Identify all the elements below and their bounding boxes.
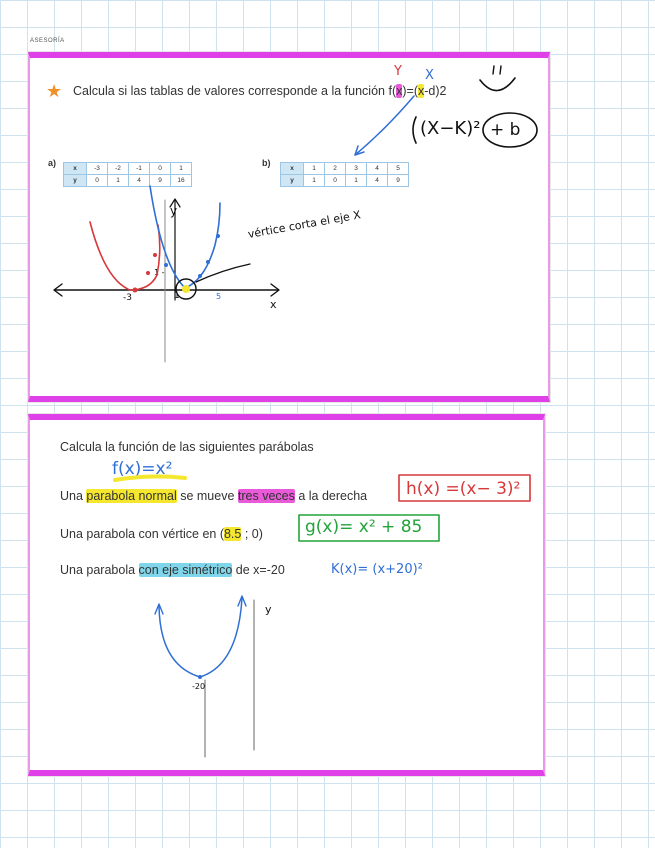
table-cell: 3 [346,163,367,175]
table-cell: 1 [346,175,367,187]
graph-y-label: y [170,204,178,218]
answer-f-underline [115,476,185,480]
red-parabola-point [133,288,138,293]
table-cell: 9 [150,175,171,187]
table-cell: 5 [388,163,409,175]
table-cell: -3 [87,163,108,175]
handwritten-vertex-form: (X−K)² [420,118,481,139]
graph2-y-label: y [265,603,272,616]
answer-h: h(x) =(x− 3)² [406,479,521,499]
answer-f: f(x)=x² [112,459,173,479]
table-b-x-header: x [281,163,304,175]
table-cell: 9 [388,175,409,187]
section2-title: Calcula la función de las siguientes parábolas [60,440,314,454]
table-a-label: a) [48,158,57,168]
table-cell: 1 [304,175,325,187]
table-cell: 4 [129,175,150,187]
graph2-vertex-point [198,675,202,679]
arrow-line [355,96,414,155]
tick-5: 5 [216,292,222,301]
q1-highlight-times: tres veces [237,489,295,503]
q1-highlight-normal: parabola normal [86,489,177,503]
table-cell: 4 [367,175,388,187]
eq-open: )=( [402,84,418,98]
blue-parabola-point [216,234,220,238]
table-cell: 2 [325,163,346,175]
table-cell: -2 [108,163,129,175]
red-parabola-point [153,253,157,257]
smile-marks [493,66,501,74]
table-b-y-header: y [281,175,304,187]
instruction-pre: Calcula si las tablas de valores corresponde a la función [73,84,389,98]
q2-post: ; 0) [241,527,263,541]
answer-g-box [299,515,439,541]
table-cell: 1 [171,163,192,175]
answer-k: K(x)= (x+20)² [331,562,423,577]
function-name: f [388,84,392,98]
vertex-note-arrow [196,264,250,282]
star-icon: ★ [46,81,63,101]
q1-mid: se mueve [176,489,238,503]
blue-parabola-point [206,260,210,264]
table-cell: 16 [171,175,192,187]
table-cell: 0 [150,163,171,175]
q3-highlight: con eje simétrico [138,563,233,577]
graph2-parabola [159,598,242,677]
tick-1: 1 [174,291,180,301]
answer-h-box [399,475,530,501]
table-cell: 0 [325,175,346,187]
q2-pre: Una parabola con vértice en ( [60,527,224,541]
answer-g: g(x)= x² + 85 [305,517,423,537]
table-cell: 0 [87,175,108,187]
blue-parabola-point [164,263,168,267]
table-a-x-header: x [64,163,87,175]
circle-plus-b [483,113,537,147]
graph2-tick: -20 [192,682,206,691]
smile-curve [480,78,515,91]
highlight-x1: x [396,84,403,98]
instruction-rest: -d)2 [424,84,447,98]
red-parabola [90,222,160,290]
table-cell: 4 [367,163,388,175]
blue-parabola [150,186,220,288]
table-b-label: b) [262,158,271,168]
blue-parabola-point [198,274,202,278]
q1-post: a la derecha [294,489,368,503]
vertex-point [182,285,190,293]
table-a-y-header: y [64,175,87,187]
q2-highlight: 8.5 [223,527,242,541]
header-brand: ASESORÍA [30,38,65,44]
table-cell: 1 [108,175,129,187]
graph-x-label: x [270,298,277,311]
handwritten-plus-b: + b [490,120,521,140]
handwritten-x: X [425,68,434,83]
paren-open: ( [391,84,397,98]
q1-pre: Una [60,489,87,503]
bracket-left [413,117,416,143]
vertex-note: vértice corta el eje X [246,208,362,241]
handwritten-y: Y [394,64,402,79]
highlight-x2: x [418,84,425,98]
q3-post: de x=-20 [232,563,285,577]
tick-y1: 1 - [154,268,165,277]
red-parabola-point [146,271,150,275]
q3-pre: Una parabola [60,563,139,577]
table-cell: -1 [129,163,150,175]
table-cell: 1 [304,163,325,175]
tick-neg3: -3 [123,293,132,303]
